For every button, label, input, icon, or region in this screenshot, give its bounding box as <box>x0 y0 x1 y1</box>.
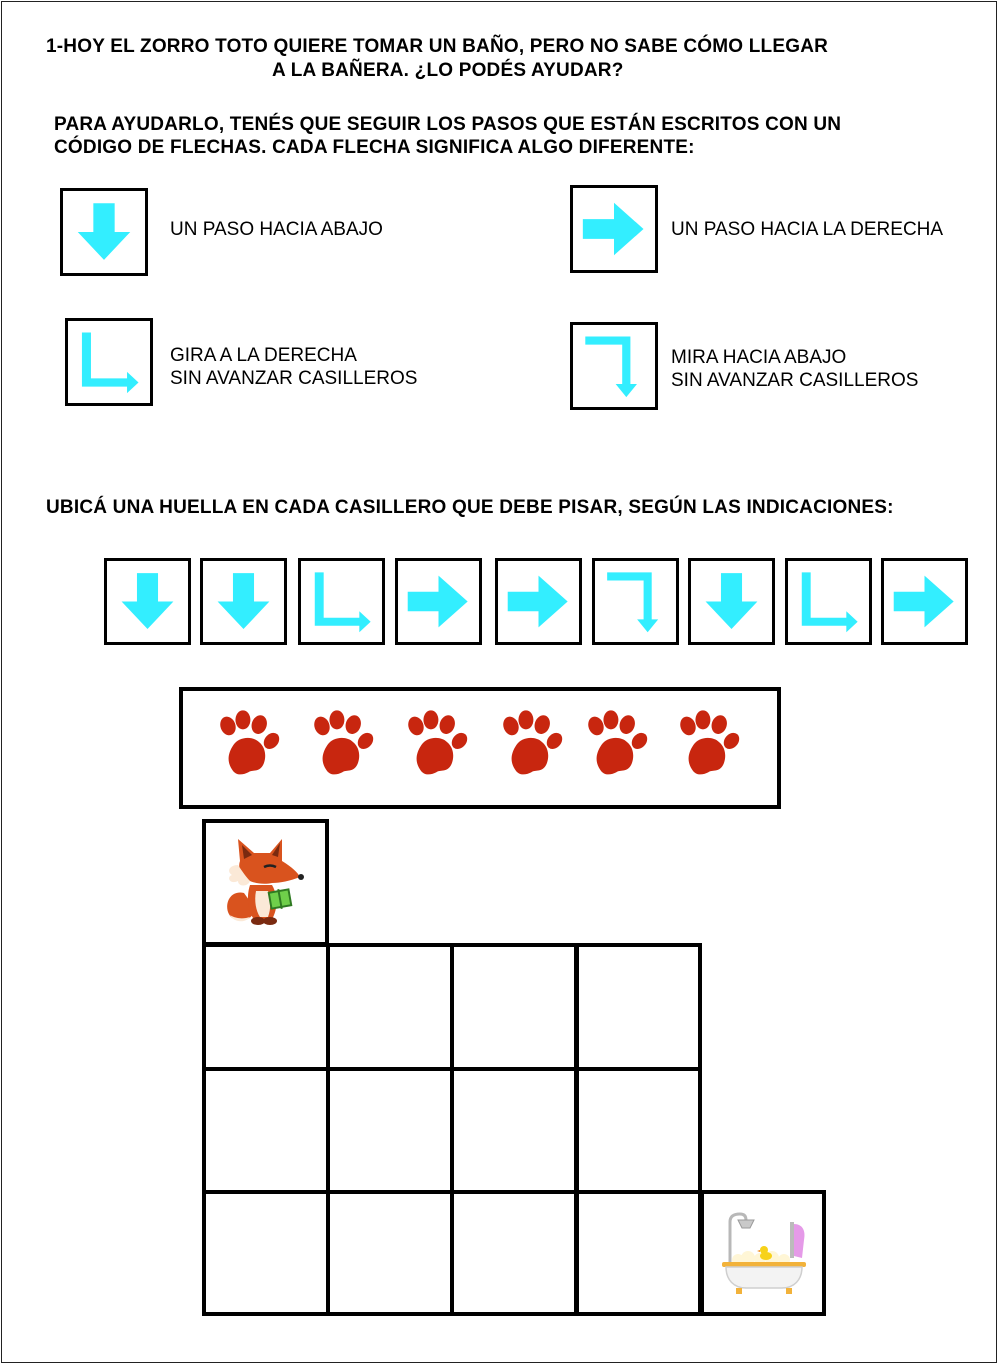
paw-prints-box <box>179 687 781 809</box>
sequence-step-6 <box>592 558 679 645</box>
legend-down-label: UN PASO HACIA ABAJO <box>170 219 383 240</box>
legend-arrow-right-box <box>570 185 658 273</box>
instruction-text: UBICÁ UNA HUELLA EN CADA CASILLERO QUE DEBE PISAR, SEGÚN LAS INDICACIONES: <box>46 497 894 518</box>
intro-line-1: PARA AYUDARLO, TENÉS QUE SEGUIR LOS PASOS QUE ESTÁN ESCRITOS CON UN <box>54 114 842 135</box>
arrow-right-icon <box>573 188 655 270</box>
sequence-step-1 <box>104 558 191 645</box>
sequence-step-5 <box>495 558 582 645</box>
paw-icon <box>307 709 375 781</box>
paw-print-4[interactable] <box>496 709 564 781</box>
legend-turn-down-label-2: SIN AVANZAR CASILLEROS <box>671 370 919 391</box>
arrow-right-icon <box>498 561 579 642</box>
legend-turn-right-label-1: GIRA A LA DERECHA <box>170 345 357 366</box>
grid-cell-r1-c4[interactable] <box>575 943 702 1071</box>
arrow-down-icon <box>691 561 772 642</box>
grid-cell-r2-c1[interactable] <box>202 1067 330 1195</box>
turn-right-icon <box>301 561 382 642</box>
grid-cell-r3-c3[interactable] <box>450 1190 578 1316</box>
arrow-right-icon <box>884 561 965 642</box>
paw-icon <box>673 709 741 781</box>
grid-cell-r3-c2[interactable] <box>326 1190 454 1316</box>
grid-cell-r3-c1[interactable] <box>202 1190 330 1316</box>
turn-down-icon <box>573 325 655 407</box>
turn-down-icon <box>595 561 676 642</box>
paw-print-6[interactable] <box>673 709 741 781</box>
arrow-down-icon <box>107 561 188 642</box>
paw-icon <box>213 709 281 781</box>
paw-icon <box>581 709 649 781</box>
paw-print-5[interactable] <box>581 709 649 781</box>
paw-icon <box>401 709 469 781</box>
sequence-step-4 <box>395 558 482 645</box>
turn-right-icon <box>788 561 869 642</box>
turn-right-icon <box>68 321 150 403</box>
grid-cell-r2-c2[interactable] <box>326 1067 454 1195</box>
grid-cell-r1-c1[interactable] <box>202 943 330 1071</box>
title-line-2: A LA BAÑERA. ¿LO PODÉS AYUDAR? <box>272 60 624 81</box>
arrow-down-icon <box>63 191 145 273</box>
intro-line-2: CÓDIGO DE FLECHAS. CADA FLECHA SIGNIFICA ALGO DIFERENTE: <box>54 137 695 158</box>
paw-print-1[interactable] <box>213 709 281 781</box>
sequence-step-8 <box>785 558 872 645</box>
legend-turn-right-box <box>65 318 153 406</box>
sequence-step-9 <box>881 558 968 645</box>
grid-cell-r2-c3[interactable] <box>450 1067 578 1195</box>
arrow-right-icon <box>398 561 479 642</box>
fox-icon <box>216 831 316 931</box>
legend-arrow-down-box <box>60 188 148 276</box>
legend-right-label: UN PASO HACIA LA DERECHA <box>671 219 944 240</box>
sequence-step-7 <box>688 558 775 645</box>
grid-cell-r1-c3[interactable] <box>450 943 578 1071</box>
grid-cell-r3-c4[interactable] <box>575 1190 702 1316</box>
legend-turn-right-label-2: SIN AVANZAR CASILLEROS <box>170 368 418 389</box>
paw-print-3[interactable] <box>401 709 469 781</box>
legend-turn-down-label-1: MIRA HACIA ABAJO <box>671 347 847 368</box>
paw-print-2[interactable] <box>307 709 375 781</box>
grid-cell-r2-c4[interactable] <box>575 1067 702 1195</box>
sequence-step-2 <box>200 558 287 645</box>
grid-cell-bathtub[interactable] <box>700 1190 826 1316</box>
grid-cell-r1-c2[interactable] <box>326 943 454 1071</box>
legend-turn-down-box <box>570 322 658 410</box>
grid-cell-start[interactable] <box>202 819 329 946</box>
sequence-step-3 <box>298 558 385 645</box>
title-line-1: 1-HOY EL ZORRO TOTO QUIERE TOMAR UN BAÑO, PERO NO SABE CÓMO LLEGAR <box>46 36 829 57</box>
bathtub-icon <box>710 1204 818 1304</box>
paw-icon <box>496 709 564 781</box>
arrow-down-icon <box>203 561 284 642</box>
